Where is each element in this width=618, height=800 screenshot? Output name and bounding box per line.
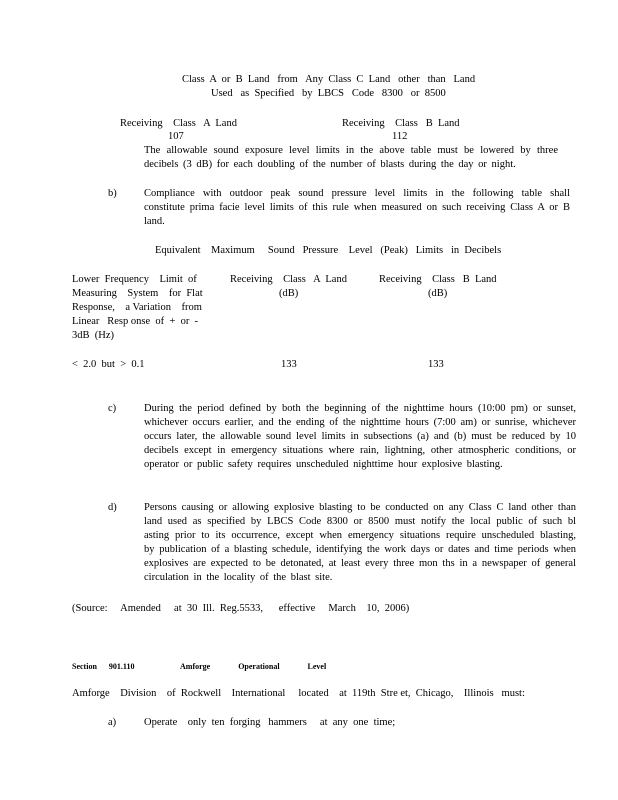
- source-note: (Source: Amended at 30 Ill. Reg.5533, effective March 10, 2006): [72, 603, 410, 614]
- amforge-intro: Amforge Division of Rockwell International located at 119th Stre et, Chicago, Illinois must:: [72, 688, 525, 699]
- row-header-line: Measuring System for Flat: [72, 288, 203, 299]
- section-number: Section 901.110: [72, 662, 135, 671]
- table1-col-b-value: 112: [392, 131, 408, 142]
- table1-col-a-value: 107: [168, 131, 184, 142]
- row-header-line: 3dB (Hz): [72, 330, 114, 341]
- heading-line-1: Class A or B Land from Any Class C Land other than Land: [182, 74, 476, 85]
- row-header-line: Linear Resp onse of + or -: [72, 316, 199, 327]
- item-d-text: Persons causing or allowing explosive blasting to be conducted on any Class C land other than land used as specified by LBCS Code 8300 or 8500 must notify the local public of such bl asting prior to its occurrence, except when emergency situations require unscheduled blasting, by publication of a blasting schedule, identifying the work days or dates and time periods when explosives are expected to be detonated, at least every three mon ths in a newspaper of general circulation in the locality of the blast site.: [144, 502, 576, 583]
- item-c-marker: c): [108, 403, 117, 414]
- table2-row1-label: < 2.0 but > 0.1: [72, 359, 145, 370]
- table2-row1-a: 133: [281, 359, 297, 370]
- table2-col-b-unit: (dB): [428, 288, 448, 299]
- row-header-line: Response, a Variation from: [72, 302, 202, 313]
- item-d-marker: d): [108, 502, 117, 513]
- table2-title: Equivalent Maximum Sound Pressure Level (Peak) Limits in Decibels: [155, 245, 502, 256]
- table2-col-a-unit: (dB): [279, 288, 299, 299]
- row-header-line: Lower Frequency Limit of: [72, 274, 197, 285]
- item-b-text: Compliance with outdoor peak sound pressure level limits in the following table shall constitute prima facie level limits of this rule when measured on such receiving Class A or B land.: [144, 188, 570, 227]
- table2-row1-b: 133: [428, 359, 444, 370]
- item-a-marker: a): [108, 717, 117, 728]
- allowable-paragraph: The allowable sound exposure level limits in the above table must be lowered by three decibels (3 dB) for each doubling of the number of blasts during the day or night.: [144, 145, 558, 170]
- item-c-text: During the period defined by both the beginning of the nighttime hours (10:00 pm) or sunset, whichever occurs earlier, and the ending of the nighttime hours (7:00 am) or sunrise, whichever occurs later, the allowable sound level limits in subsections (a) and (b) must be reduced by 10 decibels except in emergency situations where rain, lightning, other atmospheric conditions, or operator or public safety requires unscheduled nighttime hour explosive blasting.: [144, 403, 576, 470]
- table1-col-a-label: Receiving Class A Land: [120, 118, 237, 129]
- heading-line-2: Used as Specified by LBCS Code 8300 or 8500: [211, 88, 446, 99]
- item-a-text: Operate only ten forging hammers at any one time;: [144, 717, 396, 728]
- item-b-marker: b): [108, 188, 117, 199]
- table1-col-b-label: Receiving Class B Land: [342, 118, 460, 129]
- table2-col-b-label: Receiving Class B Land: [379, 274, 497, 285]
- section-title: Amforge Operational Level: [180, 662, 327, 671]
- table2-col-a-label: Receiving Class A Land: [230, 274, 347, 285]
